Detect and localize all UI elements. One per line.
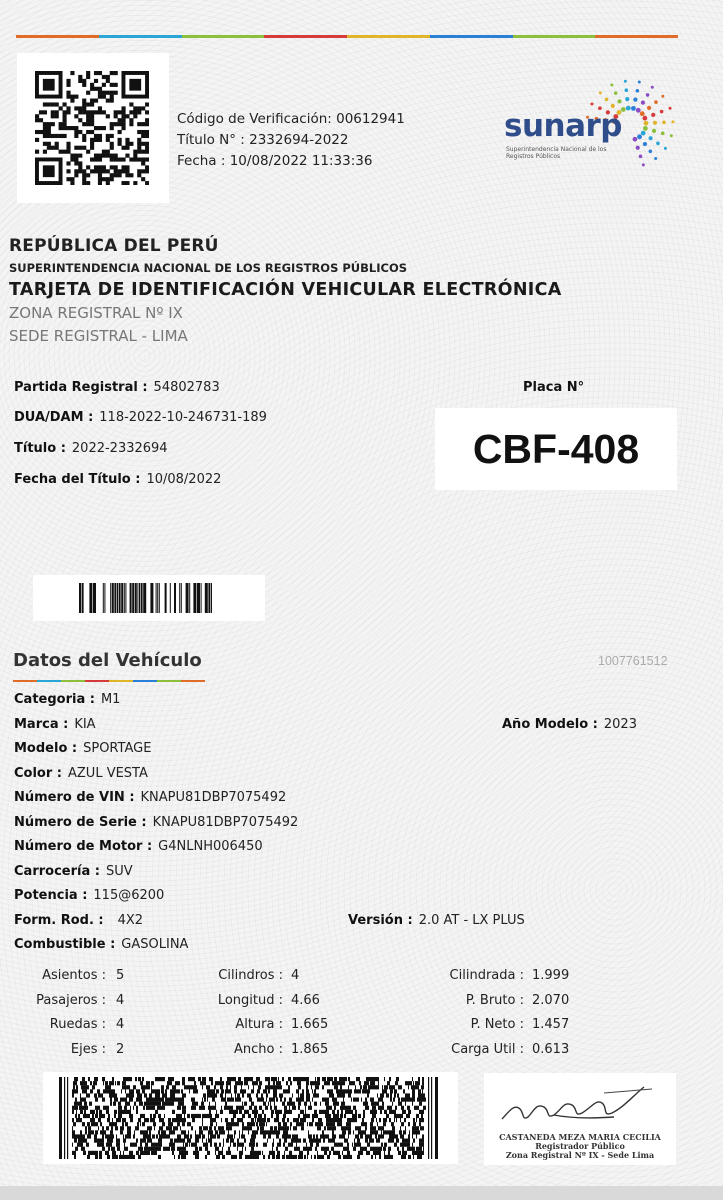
ancho-label: Ancho :: [234, 1042, 283, 1057]
marca-field: Marca : KIA: [14, 717, 96, 732]
verification-block: [177, 109, 405, 172]
plate-number: CBF-408: [472, 426, 640, 472]
cilindrada-value: 1.999: [532, 968, 570, 983]
vehicle-data-underline: [13, 680, 205, 682]
carga-util-value: 0.613: [532, 1042, 570, 1057]
handwritten-signature: [484, 1073, 676, 1133]
cilindros-value: 4: [291, 968, 300, 983]
longitud-value: 4.66: [291, 993, 320, 1008]
pasajeros-label: Pasajeros :: [36, 993, 106, 1008]
bottom-edge: [0, 1186, 723, 1200]
sunarp-logo: [500, 66, 690, 176]
verification-date: Fecha : 10/08/2022 11:33:36: [177, 153, 373, 169]
document-title: TARJETA DE IDENTIFICACIÓN VEHICULAR ELECTRÓNICA: [9, 280, 562, 300]
modelo-field: Modelo : SPORTAGE: [14, 741, 152, 756]
color-field: Color : AZUL VESTA: [14, 766, 148, 781]
categoria-field: Categoria : M1: [14, 692, 121, 707]
ancho-value: 1.865: [291, 1042, 329, 1057]
signature-block: [484, 1073, 676, 1165]
country-heading: REPÚBLICA DEL PERÚ: [9, 236, 219, 256]
dua-field: DUA/DAM : 118-2022-10-246731-189: [14, 410, 267, 425]
asientos-value: 5: [116, 968, 125, 983]
serial-number: 1007761512: [598, 654, 668, 668]
altura-label: Altura :: [235, 1017, 283, 1032]
combustible-field: Combustible : GASOLINA: [14, 937, 189, 952]
verification-code: Código de Verificación: 00612941: [177, 111, 405, 127]
cilindros-label: Cilindros :: [218, 968, 283, 983]
ejes-value: 2: [116, 1042, 125, 1057]
serie-field: Número de Serie : KNAPU81DBP7075492: [14, 815, 299, 830]
agency-heading: SUPERINTENDENCIA NACIONAL DE LOS REGISTROS PÚBLICOS: [9, 261, 408, 275]
logo-subtitle: Superintendencia Nacional de los Registros Públicos: [506, 146, 607, 160]
cilindrada-label: Cilindrada :: [449, 968, 524, 983]
qr-code: [17, 53, 169, 203]
version-field: Versión : 2.0 AT - LX PLUS: [348, 913, 525, 928]
carroceria-field: Carrocería : SUV: [14, 864, 133, 879]
p-neto-value: 1.457: [532, 1017, 570, 1032]
p-neto-label: P. Neto :: [470, 1017, 524, 1032]
color-stripe: [16, 35, 678, 38]
asientos-label: Asientos :: [42, 968, 106, 983]
titulo-field: Título : 2022-2332694: [14, 441, 168, 456]
p-bruto-label: P. Bruto :: [465, 993, 524, 1008]
altura-value: 1.665: [291, 1017, 329, 1032]
plate-label: Placa N°: [523, 380, 585, 395]
pasajeros-value: 4: [116, 993, 125, 1008]
office-heading: SEDE REGISTRAL - LIMA: [9, 327, 188, 345]
anio-modelo-field: Año Modelo : 2023: [502, 717, 637, 732]
p-bruto-value: 2.070: [532, 993, 570, 1008]
vehicle-data-title: Datos del Vehículo: [13, 650, 202, 671]
fecha-titulo-field: Fecha del Título : 10/08/2022: [14, 472, 222, 487]
carga-util-label: Carga Util :: [451, 1042, 524, 1057]
zone-heading: ZONA REGISTRAL Nº IX: [9, 304, 183, 322]
motor-field: Número de Motor : G4NLNH006450: [14, 839, 263, 854]
potencia-field: Potencia : 115@6200: [14, 888, 165, 903]
form-rod-field: Form. Rod. : 4X2: [14, 913, 144, 928]
ejes-label: Ejes :: [70, 1042, 106, 1057]
vin-field: Número de VIN : KNAPU81DBP7075492: [14, 790, 287, 805]
partida-field: Partida Registral : 54802783: [14, 380, 220, 395]
ruedas-value: 4: [116, 1017, 125, 1032]
verification-title-number: Título N° : 2332694-2022: [177, 132, 349, 148]
registrar-zone: Zona Registral Nº IX - Sede Lima: [505, 1150, 655, 1160]
longitud-label: Longitud :: [217, 993, 283, 1008]
plate-box: [435, 408, 677, 490]
ruedas-label: Ruedas :: [49, 1017, 106, 1032]
pdf417-barcode: [43, 1072, 458, 1164]
small-barcode: [33, 575, 265, 621]
registrar-name: CASTANEDA MEZA MARIA CECILIA: [499, 1132, 661, 1142]
logo-wordmark: sunarp: [504, 108, 622, 144]
registrar-role: Registrador Público: [535, 1141, 625, 1151]
